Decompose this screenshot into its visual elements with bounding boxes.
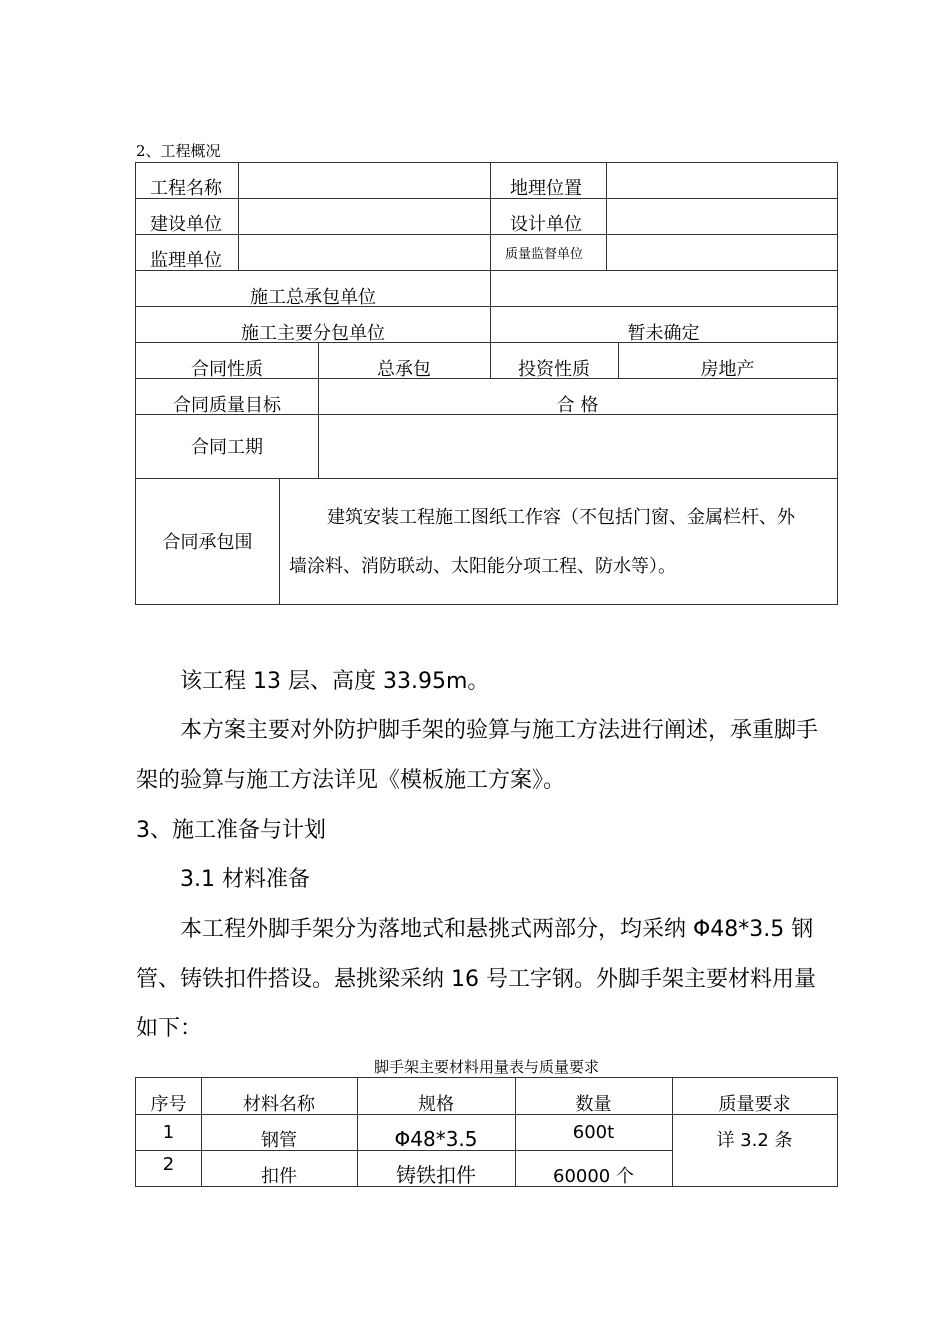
- investment-nature-value: 房地产: [700, 359, 755, 380]
- col-divider: [490, 162, 491, 270]
- paragraph-scope-line2: 架的验算与施工方法详见《模板施工方案》。: [136, 768, 566, 793]
- row2-spec: 铸铁扣件: [396, 1163, 476, 1187]
- header-spec: 规格: [418, 1094, 454, 1115]
- general-contractor-label: 施工总承包单位: [250, 287, 376, 308]
- section-3-heading: 3、施工准备与计划: [136, 818, 326, 843]
- col-divider: [606, 162, 607, 270]
- duration-label: 合同工期: [191, 437, 263, 458]
- row2-quantity: 60000 个: [553, 1166, 634, 1187]
- location-label: 地理位置: [510, 178, 582, 199]
- builder-label: 建设单位: [150, 214, 222, 235]
- project-name-label: 工程名称: [150, 178, 222, 199]
- table-caption: 脚手架主要材料用量表与质量要求: [373, 1058, 599, 1076]
- quality-target-value: 合 格: [556, 395, 599, 416]
- contract-nature-value: 总承包: [377, 359, 431, 380]
- header-quality: 质量要求: [718, 1094, 791, 1115]
- paragraph-materials-line3: 如下：: [136, 1016, 203, 1041]
- row1-quantity: 600t: [572, 1122, 615, 1143]
- quality-supervision-label: 质量监督单位: [505, 247, 584, 262]
- paragraph-floors: 该工程 13 层、高度 33.95m。: [180, 669, 490, 694]
- row-divider: [135, 478, 837, 479]
- contract-nature-label: 合同性质: [191, 359, 263, 380]
- scope-text-line2: 墙涂料、消防联动、太阳能分项工程、防水等）。: [289, 556, 676, 577]
- quality-requirement: 详 3.2 条: [716, 1130, 793, 1151]
- main-subcontractor-value: 暂未确定: [627, 323, 700, 344]
- row-divider: [135, 270, 837, 271]
- designer-label: 设计单位: [510, 214, 582, 235]
- paragraph-materials-line1: 本工程外脚手架分为落地式和悬挑式两部分，均采纳 Φ48*3.5 钢: [180, 917, 814, 942]
- section-3-1-heading: 3.1 材料准备: [180, 867, 310, 892]
- row1-no: 1: [162, 1122, 175, 1143]
- scope-label: 合同承包围: [162, 532, 253, 553]
- investment-nature-label: 投资性质: [518, 359, 590, 380]
- header-quantity: 数量: [575, 1094, 612, 1115]
- header-no: 序号: [150, 1094, 187, 1115]
- supervisor-label: 监理单位: [150, 250, 222, 271]
- paragraph-scope-line1: 本方案主要对外防护脚手架的验算与施工方法进行阐述，承重脚手: [180, 718, 819, 743]
- row2-material: 扣件: [261, 1166, 297, 1187]
- header-material: 材料名称: [243, 1094, 315, 1115]
- row2-no: 2: [162, 1154, 175, 1175]
- paragraph-materials-line2: 管、铸铁扣件搭设。悬挑梁采纳 16 号工字钢。外脚手架主要材料用量: [136, 967, 816, 992]
- section-heading: 2、工程概况: [136, 142, 221, 160]
- row-divider: [135, 234, 837, 235]
- scope-text-line1: 建筑安装工程施工图纸工作容（不包括门窗、金属栏杆、外: [327, 507, 795, 528]
- col-divider: [238, 162, 239, 270]
- row-divider: [135, 198, 837, 199]
- main-subcontractor-label: 施工主要分包单位: [241, 323, 385, 344]
- col-divider: [279, 478, 280, 604]
- row1-material: 钢管: [261, 1130, 297, 1151]
- row1-spec: Φ48*3.5: [394, 1127, 478, 1151]
- quality-target-label: 合同质量目标: [173, 395, 281, 416]
